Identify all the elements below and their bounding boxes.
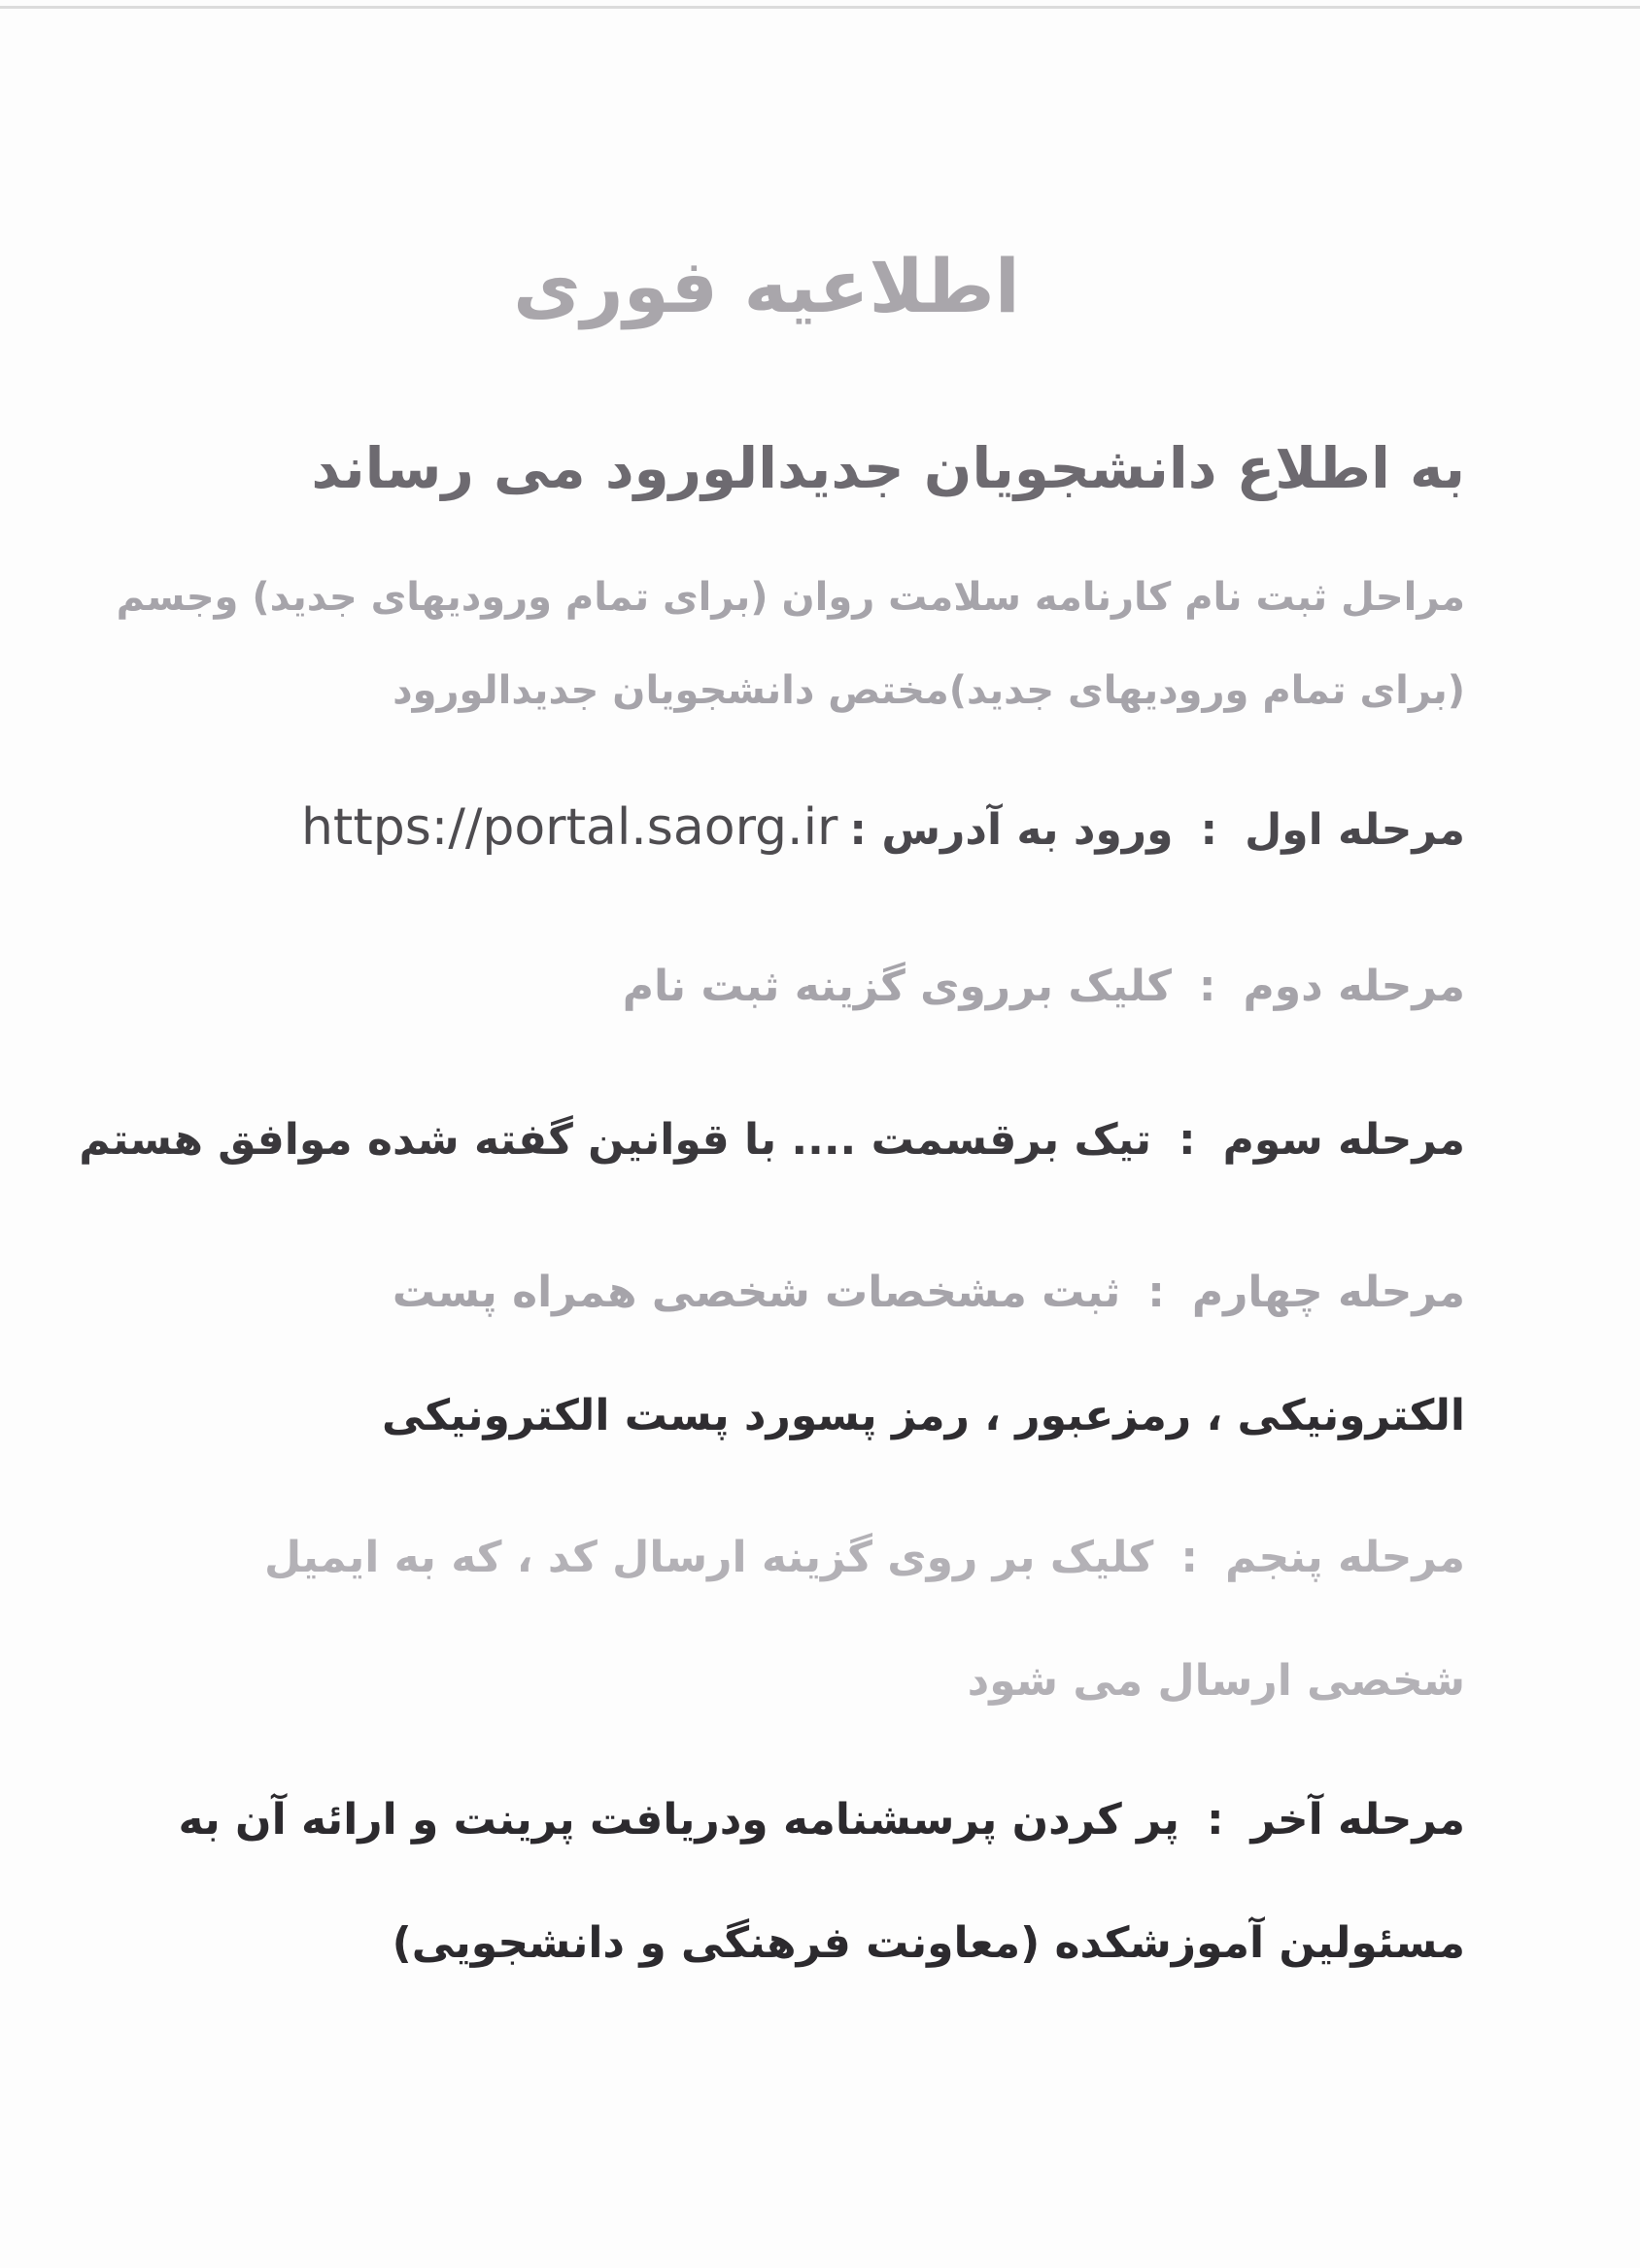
notice-intro-line-2: (برای تمام ورودیهای جدید)مختص دانشجویان جدیدالورود [393,668,1465,713]
step-1-colon: : [1200,805,1218,855]
page-top-edge [0,6,1640,9]
notice-intro-line-1: مراحل ثبت نام کارنامه سلامت روان (برای تمام ورودیهای جدید) وجسم [116,575,1465,620]
step-4-text: ثبت مشخصات شخصی همراه پست [392,1268,1121,1317]
step-3-colon: : [1179,1115,1196,1165]
step-1-label: مرحله اول [1245,805,1465,855]
step-5-continuation: شخصی ارسال می شود [967,1656,1465,1706]
step-1 [301,798,1465,857]
step-4 [393,1268,1465,1317]
step-1-text: ورود به آدرس : [849,805,1174,855]
step-2 [623,962,1465,1011]
notice-title: اطلاعیه فوری [513,243,1020,329]
step-3-label: مرحله سوم [1222,1115,1465,1165]
step-5-text: کلیک بر روی گزینه ارسال کد ، که به ایمیل [264,1533,1154,1582]
notice-subtitle: به اطلاع دانشجویان جدیدالورود می رساند [311,435,1465,501]
portal-url-link[interactable]: https://portal.saorg.ir [300,798,838,857]
step-5 [264,1533,1465,1582]
step-2-text: کلیک برروی گزینه ثبت نام [622,962,1172,1011]
step-final-continuation: مسئولین آموزشکده (معاونت فرهنگی و دانشجویی) [392,1918,1465,1968]
step-2-colon: : [1198,962,1216,1011]
step-final-label: مرحله آخر [1250,1795,1465,1845]
step-final-text: پر کردن پرسشنامه ودریافت پرینت و ارائه آن به [178,1795,1179,1845]
step-4-label: مرحله چهارم [1191,1268,1465,1317]
step-final [179,1795,1465,1845]
step-final-colon: : [1206,1795,1224,1845]
step-5-label: مرحله پنجم [1225,1533,1465,1582]
step-3 [79,1115,1465,1165]
step-2-label: مرحله دوم [1243,962,1465,1011]
step-4-colon: : [1147,1268,1165,1317]
step-3-text: تیک برقسمت .... با قوانین گفته شده موافق هستم [79,1115,1151,1165]
step-5-colon: : [1180,1533,1199,1582]
step-4-continuation: الکترونیکی ، رمزعبور ، رمز پسورد پست الکترونیکی [381,1391,1465,1440]
